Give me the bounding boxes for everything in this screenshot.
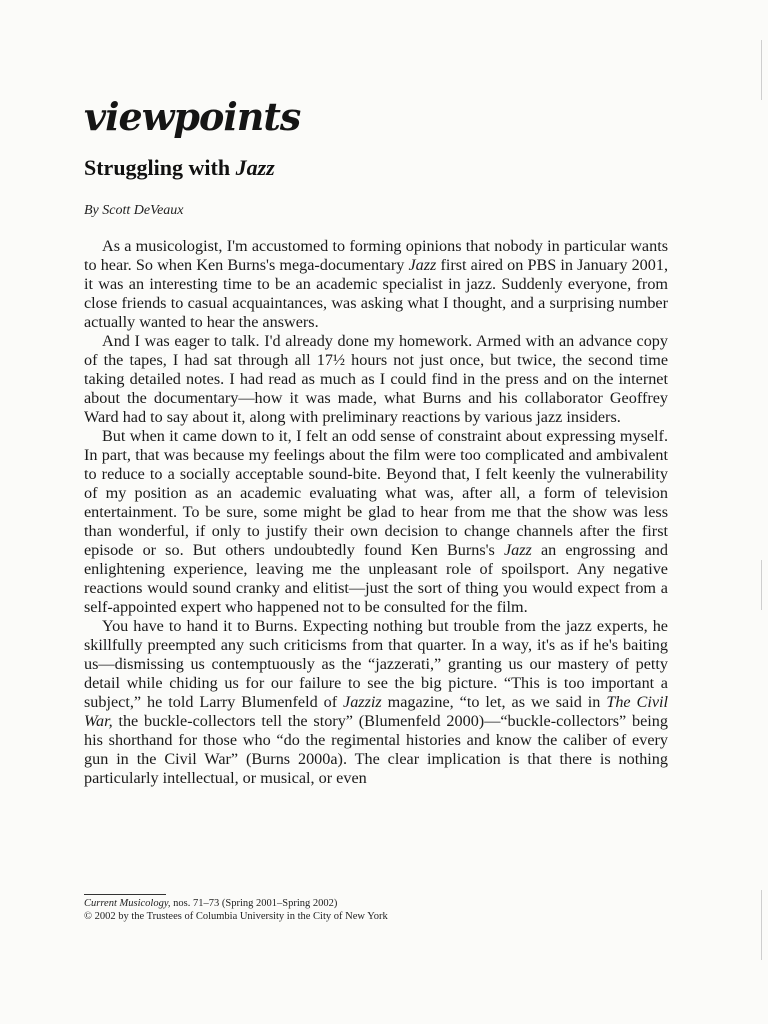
paragraph xyxy=(84,427,668,617)
scan-edge-mark xyxy=(761,560,762,610)
footnote xyxy=(84,897,388,923)
text-run: But when it came down to it, I felt an odd sense of constraint about expressing myself. In part, that was because my feelings about the film were too complicated and ambivalent to reduce to a socially acceptable sound-bite. Beyond that, I felt keenly the vulnerability of my position as an academic evaluating what was, after all, a form of television entertainment. To be sure, some might be glad to hear from me that the show was less than wonderful, if only to justify their own decision to change channels after the first episode or so. But others undoubtedly found Ken Burns's xyxy=(84,427,668,559)
footnote-citation xyxy=(84,897,388,910)
paragraph xyxy=(84,332,668,427)
article-body xyxy=(84,237,668,788)
text-run: As a musicologist, I'm accustomed to forming opinions that nobody in particular wants to hear. So when Ken Burns's mega-documentary xyxy=(84,237,668,274)
scan-edge-mark xyxy=(761,40,762,100)
text-run: And I was eager to talk. I'd already done my homework. Armed with an advance copy of the tapes, I had sat through all 17½ hours not just once, but twice, the second time taking detailed notes. I had read as much as I could find in the press and on the internet about the documentary—how it was made, what Burns and his collaborator Geoffrey Ward had to say about it, along with preliminary reactions by various jazz insiders. xyxy=(84,332,668,426)
italic-text: Jazziz xyxy=(343,693,382,711)
journal-name: Current Musicology, xyxy=(84,898,171,909)
text-run: the buckle-collectors tell the story” (Blumenfeld 2000)—“buckle-collectors” being his shorthand for those who “do the regimental histories and know the caliber of every gun in the Civil War” (Burns 2000a). The clear implication is that there is nothing particularly intellectual, or musical, or even xyxy=(84,712,668,787)
footnote-rule xyxy=(84,894,166,895)
title-italic: Jazz xyxy=(235,155,275,180)
byline: By Scott DeVeaux xyxy=(84,203,184,218)
italic-text: Jazz xyxy=(503,541,532,559)
scan-edge-mark xyxy=(761,890,762,960)
text-run: You have to hand it to Burns. Expecting nothing but trouble from the jazz experts, he skillfully preempted any such criticisms from that quarter. In a way, it's as if he's baiting us—dismissing us contemptuously as the “jazzerati,” granting us our mastery of petty detail while chiding us for our failure to see the big picture. “This is too important a subject,” he told Larry Blumenfeld of xyxy=(84,617,668,711)
paragraph xyxy=(84,617,668,788)
article-title xyxy=(84,155,275,181)
text-run: first aired on PBS in January 2001, it was an interesting time to be an academic specialist in jazz. Suddenly everyone, from close friends to casual acquaintances, was asking what I thought, and a surprising number actually wanted to hear the answers. xyxy=(84,256,668,331)
journal-issue: nos. 71–73 (Spring 2001–Spring 2002) xyxy=(170,898,338,909)
italic-text: Jazz xyxy=(408,256,437,274)
copyright-line: © 2002 by the Trustees of Columbia University in the City of New York xyxy=(84,911,388,922)
title-prefix: Struggling with xyxy=(84,155,236,180)
text-run: an engrossing and enlightening experience, leaving me the unpleasant role of spoilsport. Any negative reactions would sound cranky and elitist—just the sort of thing you would expect from a self-appointed expert who happened not to be consulted for the film. xyxy=(84,541,668,616)
paragraph xyxy=(84,237,668,332)
italic-text: The Civil War, xyxy=(84,693,669,730)
section-heading: viewpoints xyxy=(84,94,301,139)
text-run: magazine, “to let, as we said in xyxy=(381,693,607,711)
